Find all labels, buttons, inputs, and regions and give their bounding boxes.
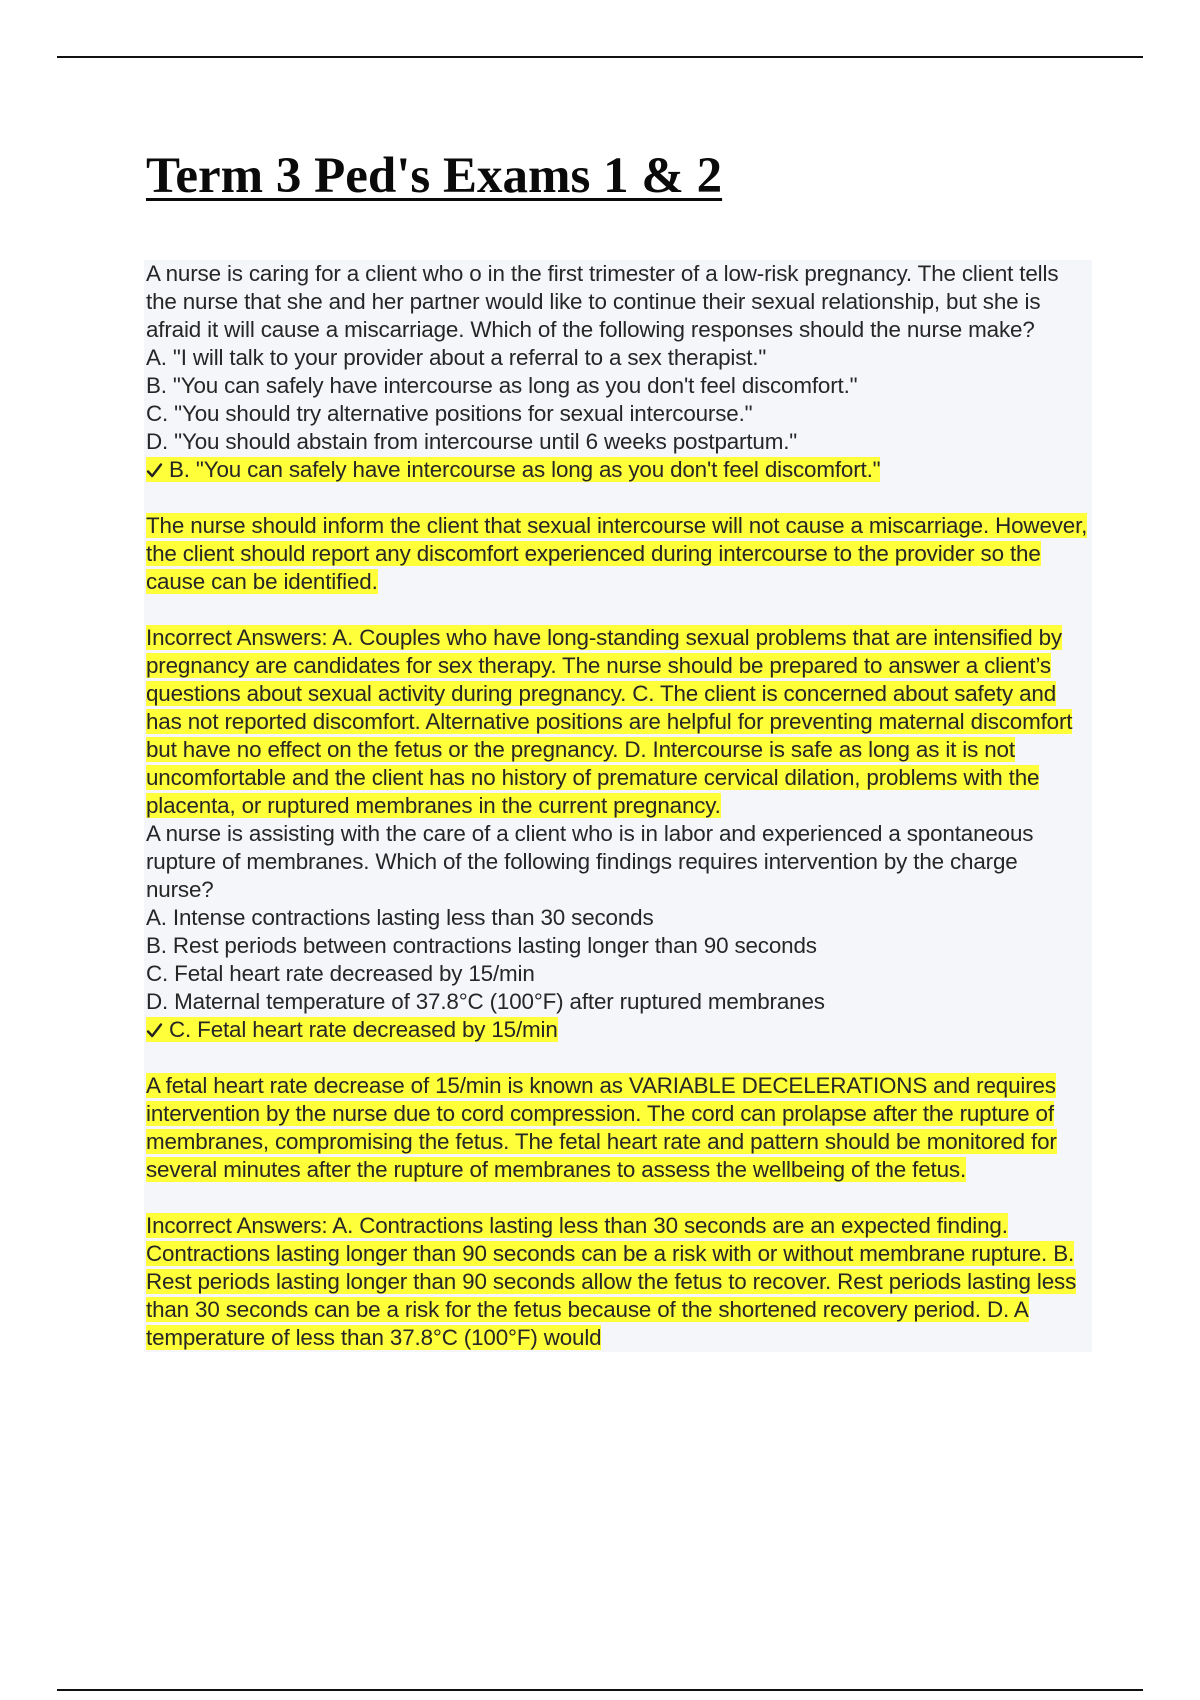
incorrect-answers-text: Incorrect Answers: A. Contractions lasting less than 30 seconds are an expected finding. Contractions lasting longer than 90 seconds can be a risk with or without membrane rupture. B. Rest periods lasting longer than 90 seconds allow the fetus to recover. Rest periods lasting less than 30 seconds can be a risk for the fetus because of the shortened recovery period. D. A temperature of less than 37.8°C (100°F) would — [146, 1213, 1077, 1350]
answer-option-a: A. Intense contractions lasting less than 30 seconds — [146, 905, 654, 930]
correct-answer — [144, 1016, 1092, 1044]
document-body — [144, 260, 1092, 1352]
check-mark-icon — [146, 1022, 163, 1039]
header-rule — [57, 56, 1143, 58]
answer-option-c: C. Fetal heart rate decreased by 15/min — [146, 961, 535, 986]
correct-answer-text: C. Fetal heart rate decreased by 15/min — [169, 1017, 558, 1042]
answer-option-b: B. "You can safely have intercourse as long as you don't feel discomfort." — [146, 373, 858, 398]
question-stem: A nurse is caring for a client who o in the first trimester of a low-risk pregnancy. The client tells the nurse that she and her partner would like to continue their sexual relationship, but she is afraid it will cause a miscarriage. Which of the following responses should the nurse make? — [146, 261, 1059, 342]
incorrect-answers — [144, 624, 1092, 820]
answer-option-d: D. Maternal temperature of 37.8°C (100°F) after ruptured membranes — [146, 989, 825, 1014]
rationale — [144, 512, 1092, 596]
rationale-text: A fetal heart rate decrease of 15/min is known as VARIABLE DECELERATIONS and requires intervention by the nurse due to cord compression. The cord can prolapse after the rupture of membranes, compromising the fetus. The fetal heart rate and pattern should be monitored for several minutes after the rupture of membranes to assess the wellbeing of the fetus. — [146, 1073, 1057, 1182]
answer-option-a: A. "I will talk to your provider about a referral to a sex therapist." — [146, 345, 767, 370]
document-title: Term 3 Ped's Exams 1 & 2 — [146, 148, 723, 204]
rationale-text: The nurse should inform the client that sexual intercourse will not cause a miscarriage. However, the client should report any discomfort experienced during intercourse to the provider so the cause can be identified. — [146, 513, 1088, 594]
check-mark-icon — [146, 462, 163, 479]
question-stem: A nurse is assisting with the care of a client who is in labor and experienced a spontaneous rupture of membranes. Which of the following findings requires intervention by the charge nurse? — [146, 821, 1034, 902]
question-1 — [144, 260, 1092, 820]
incorrect-answers-text: Incorrect Answers: A. Couples who have long-standing sexual problems that are intensified by pregnancy are candidates for sex therapy. The nurse should be prepared to answer a client’s questions about sexual activity during pregnancy. C. The client is concerned about safety and has not reported discomfort. Alternative positions are helpful for preventing maternal discomfort but have no effect on the fetus or the pregnancy. D. Intercourse is safe as long as it is not uncomfortable and the client has no history of premature cervical dilation, problems with the placenta, or ruptured membranes in the current pregnancy. — [146, 625, 1073, 818]
footer-rule — [57, 1689, 1143, 1691]
question-2 — [144, 820, 1092, 1352]
rationale — [144, 1072, 1092, 1184]
answer-option-d: D. "You should abstain from intercourse until 6 weeks postpartum." — [146, 429, 798, 454]
correct-answer-text: B. "You can safely have intercourse as long as you don't feel discomfort." — [169, 457, 881, 482]
answer-option-c: C. "You should try alternative positions for sexual intercourse." — [146, 401, 753, 426]
answer-option-b: B. Rest periods between contractions lasting longer than 90 seconds — [146, 933, 817, 958]
incorrect-answers — [144, 1212, 1092, 1352]
correct-answer — [144, 456, 1092, 484]
